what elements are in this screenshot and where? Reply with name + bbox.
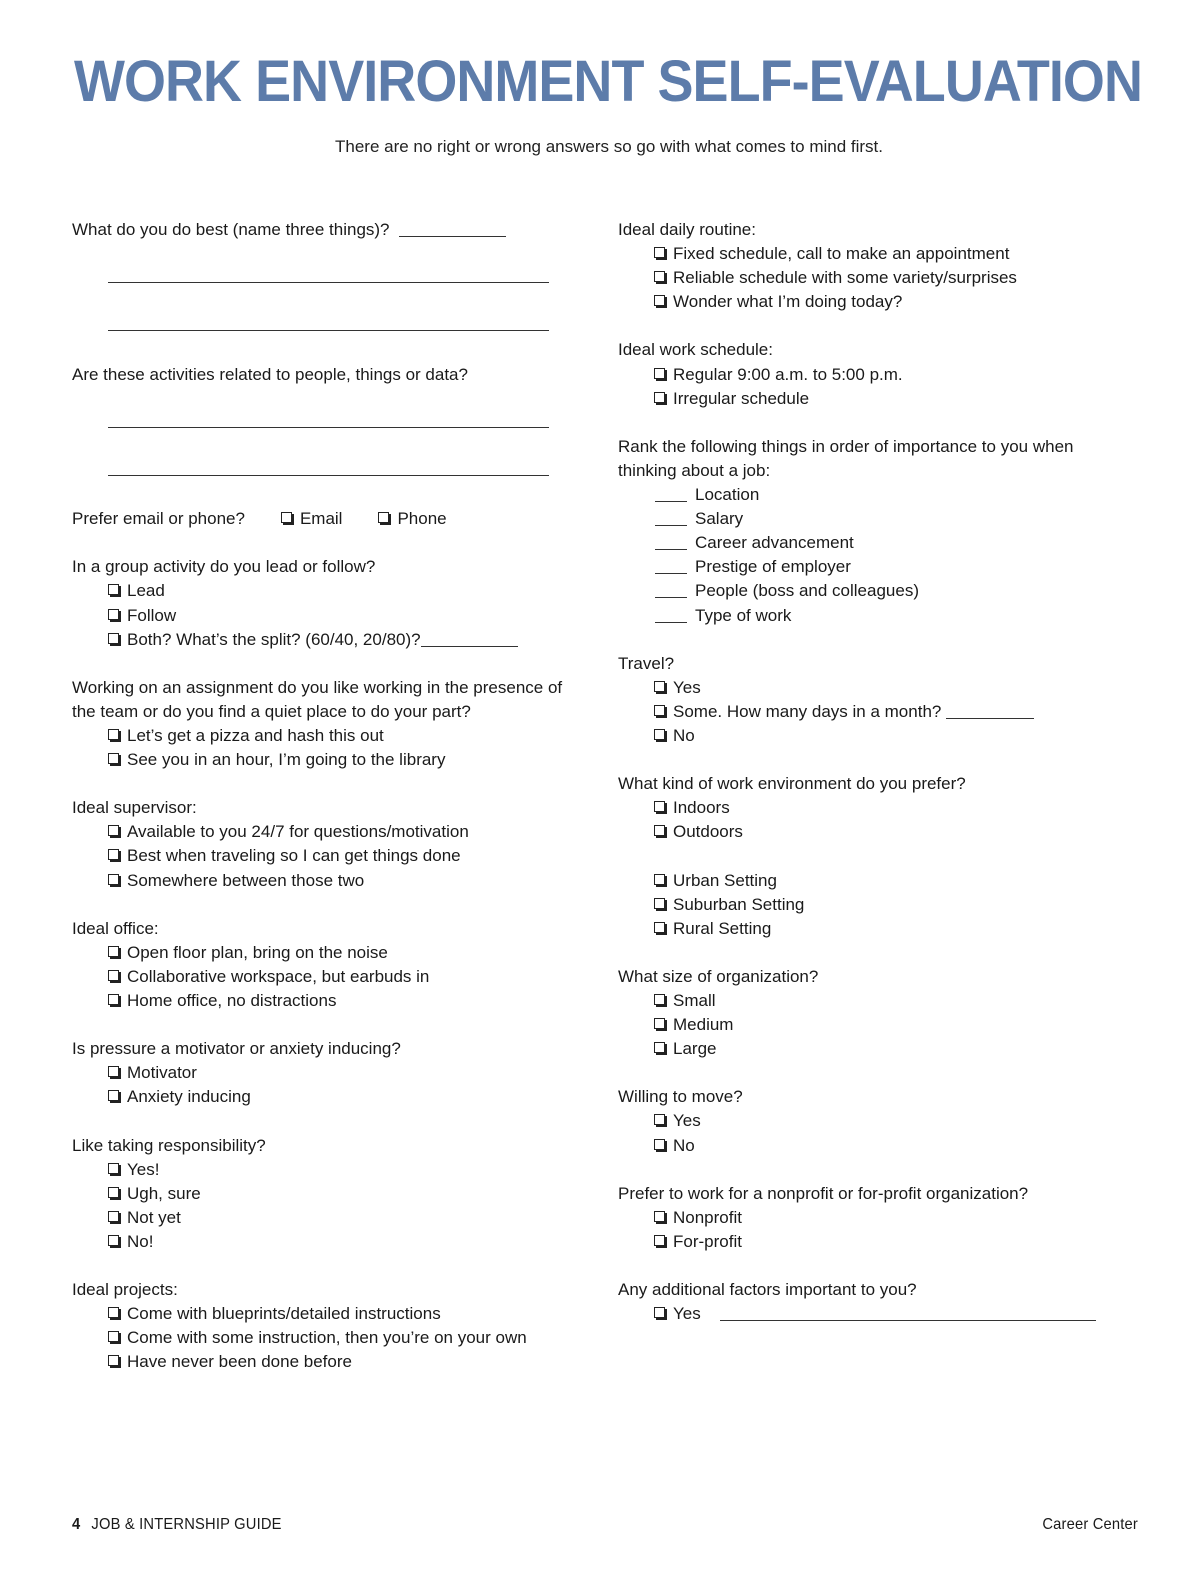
checkbox[interactable] <box>108 994 119 1005</box>
checkbox[interactable] <box>654 1042 665 1053</box>
option-label: Yes <box>673 677 701 697</box>
option-label: Collaborative workspace, but earbuds in <box>127 966 430 986</box>
checkbox[interactable] <box>108 1355 119 1366</box>
question-text: Working on an assignment do you like working in the presence of the team or do you find a quiet place to do your part? <box>72 677 563 721</box>
option-label: For-profit <box>673 1231 742 1251</box>
rank-input[interactable] <box>655 510 687 526</box>
option-label: Motivator <box>127 1063 197 1083</box>
rank-input[interactable] <box>655 607 687 623</box>
checkbox[interactable] <box>654 247 665 258</box>
checkbox[interactable] <box>108 1163 119 1174</box>
checkbox[interactable] <box>654 368 665 379</box>
left-column <box>72 218 592 1399</box>
page-number: 4 <box>72 1516 81 1533</box>
checkbox[interactable] <box>108 825 119 836</box>
question-text: Is pressure a motivator or anxiety inducing? <box>72 1039 401 1059</box>
question-supervisor <box>72 796 592 892</box>
option-label: Available to you 24/7 for questions/motivation <box>127 822 469 842</box>
option-label: Not yet <box>127 1207 181 1227</box>
rank-item-label: Career advancement <box>695 533 854 553</box>
checkbox[interactable] <box>108 946 119 957</box>
option-label: Outdoors <box>673 822 743 842</box>
option-label: Come with some instruction, then you’re on your own <box>127 1328 527 1348</box>
option-label: See you in an hour, I’m going to the library <box>127 750 446 770</box>
question-additional <box>618 1278 1118 1326</box>
checkbox[interactable] <box>654 295 665 306</box>
question-best <box>72 218 592 338</box>
question-text: Willing to move? <box>618 1087 743 1107</box>
rank-input[interactable] <box>655 582 687 598</box>
option-label: Both? What’s the split? (60/40, 20/80)? <box>127 629 421 649</box>
question-text: What size of organization? <box>618 966 819 986</box>
question-text: Ideal projects: <box>72 1280 178 1300</box>
footer-guide <box>72 1516 282 1534</box>
answer-line[interactable] <box>421 631 518 647</box>
checkbox[interactable] <box>654 681 665 692</box>
question-text: What do you do best (name three things)? <box>72 220 390 239</box>
question-group <box>72 555 592 651</box>
checkbox[interactable] <box>108 874 119 885</box>
option-label: Best when traveling so I can get things done <box>127 846 461 866</box>
checkbox[interactable] <box>654 1307 665 1318</box>
checkbox[interactable] <box>654 898 665 909</box>
checkbox[interactable] <box>108 1331 119 1342</box>
question-schedule <box>618 338 1118 410</box>
checkbox[interactable] <box>108 970 119 981</box>
footer-center: Career Center <box>1042 1516 1138 1533</box>
question-text: Ideal supervisor: <box>72 798 197 818</box>
option-label: Yes! <box>127 1159 160 1179</box>
option-label: Rural Setting <box>673 918 772 938</box>
option-label: Large <box>673 1039 717 1059</box>
question-move <box>618 1085 1118 1157</box>
checkbox[interactable] <box>108 609 119 620</box>
question-office <box>72 917 592 1013</box>
question-routine <box>618 218 1118 314</box>
question-text: Are these activities related to people, things or data? <box>72 364 468 384</box>
checkbox[interactable] <box>108 1211 119 1222</box>
option-label: Some. How many days in a month? <box>673 701 942 721</box>
question-pressure <box>72 1037 592 1109</box>
checkbox-email[interactable] <box>281 512 292 523</box>
option-label: Reliable schedule with some variety/surprises <box>673 268 1017 288</box>
option-label: Indoors <box>673 798 730 818</box>
checkbox[interactable] <box>108 584 119 595</box>
rank-item-label: Location <box>695 485 760 505</box>
question-text: Ideal office: <box>72 918 159 938</box>
rank-input[interactable] <box>655 558 687 574</box>
option-label: Nonprofit <box>673 1207 742 1227</box>
question-text: Any additional factors important to you? <box>618 1280 917 1300</box>
option-label: Wonder what I’m doing today? <box>673 292 903 312</box>
option-label: Urban Setting <box>673 870 777 890</box>
question-text: Prefer email or phone? <box>72 509 245 529</box>
question-related <box>72 363 592 483</box>
checkbox[interactable] <box>654 922 665 933</box>
answer-line[interactable] <box>108 412 549 428</box>
checkbox[interactable] <box>654 1018 665 1029</box>
option-phone-label: Phone <box>397 509 447 529</box>
guide-name: JOB & INTERNSHIP GUIDE <box>91 1516 282 1533</box>
checkbox[interactable] <box>108 633 119 644</box>
option-label: Anxiety inducing <box>127 1087 251 1107</box>
page-subtitle: There are no right or wrong answers so go with what comes to mind first. <box>334 137 883 156</box>
option-label: Let’s get a pizza and hash this out <box>127 725 384 745</box>
option-label: Lead <box>127 581 165 601</box>
option-label: No <box>673 1135 695 1155</box>
answer-line[interactable] <box>108 315 549 331</box>
checkbox[interactable] <box>654 825 665 836</box>
answer-line[interactable] <box>720 1305 1096 1321</box>
option-label: Yes <box>673 1111 701 1131</box>
checkbox[interactable] <box>108 1090 119 1101</box>
rank-item-label: Prestige of employer <box>695 557 851 577</box>
option-email-label: Email <box>299 509 343 529</box>
rank-item-label: Salary <box>695 509 744 529</box>
option-label: Suburban Setting <box>673 894 805 914</box>
option-label: Regular 9:00 a.m. to 5:00 p.m. <box>673 364 903 384</box>
page-title: WORK ENVIRONMENT SELF-EVALUATION <box>74 49 1142 114</box>
option-label: Medium <box>673 1015 734 1035</box>
answer-line[interactable] <box>399 221 506 237</box>
question-responsibility <box>72 1134 592 1254</box>
checkbox[interactable] <box>108 1066 119 1077</box>
rank-item-label: People (boss and colleagues) <box>695 581 919 601</box>
checkbox[interactable] <box>108 1235 119 1246</box>
answer-line[interactable] <box>946 703 1034 719</box>
checkbox[interactable] <box>654 271 665 282</box>
question-size <box>618 965 1118 1061</box>
option-label: Come with blueprints/detailed instructions <box>127 1304 441 1324</box>
checkbox[interactable] <box>654 1114 665 1125</box>
question-contact <box>72 507 592 531</box>
question-text: Like taking responsibility? <box>72 1135 266 1155</box>
checkbox[interactable] <box>654 874 665 885</box>
question-rank <box>618 435 1118 628</box>
checkbox[interactable] <box>108 1307 119 1318</box>
question-text: What kind of work environment do you prefer? <box>618 774 966 794</box>
question-projects <box>72 1278 592 1374</box>
option-label: Yes <box>673 1304 701 1324</box>
answer-line[interactable] <box>108 460 549 476</box>
option-label: Open floor plan, bring on the noise <box>127 942 388 962</box>
question-text: Ideal daily routine: <box>618 220 756 239</box>
option-label: Somewhere between those two <box>127 870 365 890</box>
option-label: Fixed schedule, call to make an appointment <box>673 244 1010 264</box>
checkbox[interactable] <box>108 729 119 740</box>
checkbox[interactable] <box>108 1187 119 1198</box>
rank-item-label: Type of work <box>695 605 792 625</box>
question-text: Prefer to work for a nonprofit or for-profit organization? <box>618 1183 1029 1203</box>
question-environment <box>618 772 1118 941</box>
question-text: Ideal work schedule: <box>618 340 773 360</box>
question-assignment <box>72 676 592 772</box>
checkbox[interactable] <box>654 729 665 740</box>
checkbox[interactable] <box>108 753 119 764</box>
checkbox[interactable] <box>654 1139 665 1150</box>
question-text: Rank the following things in order of importance to you when thinking about a job: <box>618 436 1074 480</box>
question-text: Travel? <box>618 653 675 673</box>
option-label: No! <box>127 1231 154 1251</box>
option-label: Follow <box>127 605 177 625</box>
option-label: Small <box>673 991 716 1010</box>
checkbox-phone[interactable] <box>378 512 389 523</box>
checkbox[interactable] <box>654 1235 665 1246</box>
option-label: Irregular schedule <box>673 388 810 408</box>
rank-input[interactable] <box>655 534 687 550</box>
checkbox[interactable] <box>654 994 665 1005</box>
right-column <box>618 218 1118 1350</box>
option-label: Home office, no distractions <box>127 991 337 1010</box>
question-nonprofit <box>618 1182 1118 1254</box>
checkbox[interactable] <box>654 392 665 403</box>
question-travel <box>618 652 1118 748</box>
option-label: Ugh, sure <box>127 1183 201 1203</box>
checkbox[interactable] <box>654 705 665 716</box>
answer-line[interactable] <box>108 267 549 283</box>
checkbox[interactable] <box>654 801 665 812</box>
checkbox[interactable] <box>654 1211 665 1222</box>
question-text: In a group activity do you lead or follow? <box>72 557 376 577</box>
rank-input[interactable] <box>655 486 687 502</box>
option-label: No <box>673 725 695 745</box>
option-label: Have never been done before <box>127 1352 352 1372</box>
checkbox[interactable] <box>108 849 119 860</box>
